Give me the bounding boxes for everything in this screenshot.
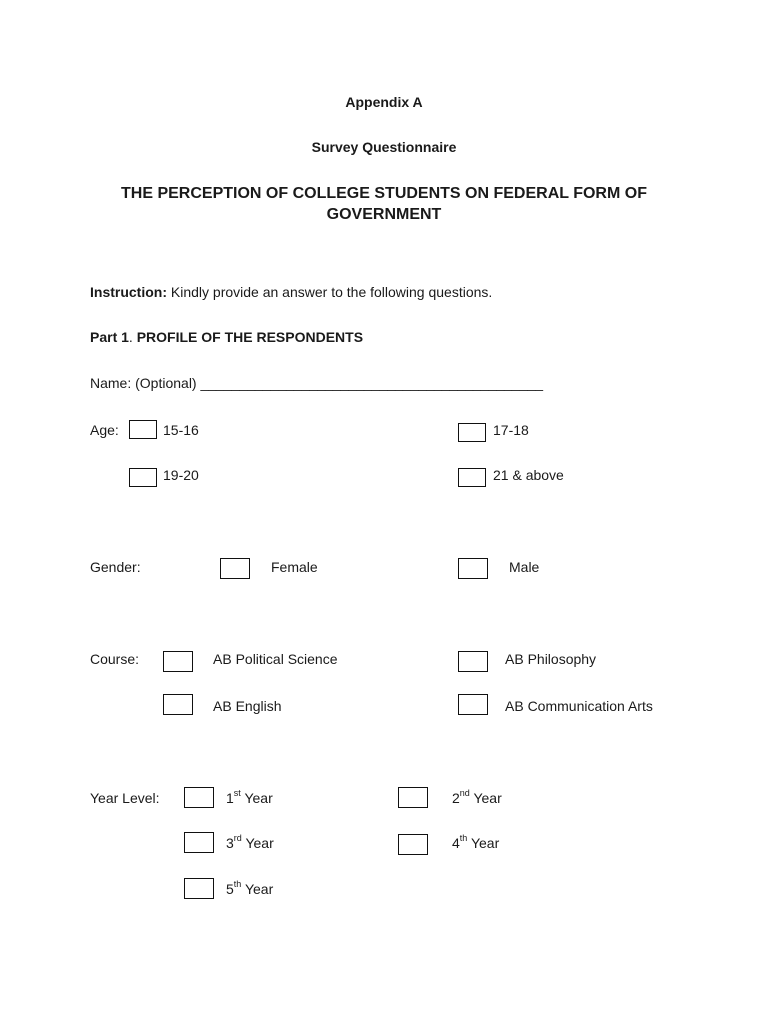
- age-21-above-label: 21 & above: [493, 467, 564, 483]
- gender-male-label: Male: [509, 559, 540, 575]
- year-2nd-label: 2nd Year: [452, 788, 502, 806]
- appendix-heading: Appendix A: [345, 94, 423, 110]
- year-1st-checkbox[interactable]: [184, 787, 214, 808]
- part1-separator: .: [128, 329, 133, 345]
- course-english-checkbox[interactable]: [163, 694, 193, 715]
- course-philosophy-checkbox[interactable]: [458, 651, 488, 672]
- age-21-above-checkbox[interactable]: [458, 468, 486, 487]
- year-4th-checkbox[interactable]: [398, 834, 428, 855]
- gender-female-label: Female: [271, 559, 318, 575]
- instruction-text: Kindly provide an answer to the following questions.: [170, 284, 493, 300]
- age-label: Age:: [90, 422, 119, 438]
- name-field[interactable]: [90, 375, 543, 391]
- course-commarts-checkbox[interactable]: [458, 694, 488, 715]
- year-2nd-checkbox[interactable]: [398, 787, 428, 808]
- year-1st-label: 1st Year: [226, 788, 273, 806]
- part1-heading: [90, 329, 363, 345]
- year-3rd-label: 3rd Year: [226, 833, 274, 851]
- year-4th-label: 4th Year: [452, 833, 500, 851]
- age-15-16-label: 15-16: [163, 422, 199, 438]
- course-philosophy-label: AB Philosophy: [505, 651, 597, 667]
- course-polsci-checkbox[interactable]: [163, 651, 193, 672]
- course-polsci-label: AB Political Science: [213, 651, 338, 667]
- year-5th-label: 5th Year: [226, 879, 274, 897]
- course-english-label: AB English: [213, 698, 282, 714]
- year-5th-checkbox[interactable]: [184, 878, 214, 899]
- age-19-20-label: 19-20: [163, 467, 199, 483]
- part1-title: PROFILE OF THE RESPONDENTS: [136, 329, 364, 345]
- survey-title-line-2: GOVERNMENT: [326, 206, 442, 223]
- age-15-16-checkbox[interactable]: [129, 420, 157, 439]
- name-label: Name: (Optional): [90, 375, 197, 391]
- year-level-label: Year Level:: [90, 790, 160, 806]
- age-17-18-checkbox[interactable]: [458, 423, 486, 442]
- name-blank-line[interactable]: ____________________________________________: [200, 375, 544, 391]
- gender-female-checkbox[interactable]: [220, 558, 250, 579]
- gender-male-checkbox[interactable]: [458, 558, 488, 579]
- instruction: [90, 284, 492, 300]
- age-19-20-checkbox[interactable]: [129, 468, 157, 487]
- age-17-18-label: 17-18: [493, 422, 529, 438]
- survey-subtitle: Survey Questionnaire: [311, 139, 457, 155]
- survey-title-line-1: THE PERCEPTION OF COLLEGE STUDENTS ON FEDERAL FORM OF: [121, 185, 647, 202]
- course-label: Course:: [90, 651, 140, 667]
- year-3rd-checkbox[interactable]: [184, 832, 214, 853]
- gender-label: Gender:: [90, 559, 141, 575]
- part1-label: Part 1: [90, 329, 129, 345]
- instruction-label: Instruction:: [90, 284, 167, 300]
- course-commarts-label: AB Communication Arts: [505, 698, 653, 714]
